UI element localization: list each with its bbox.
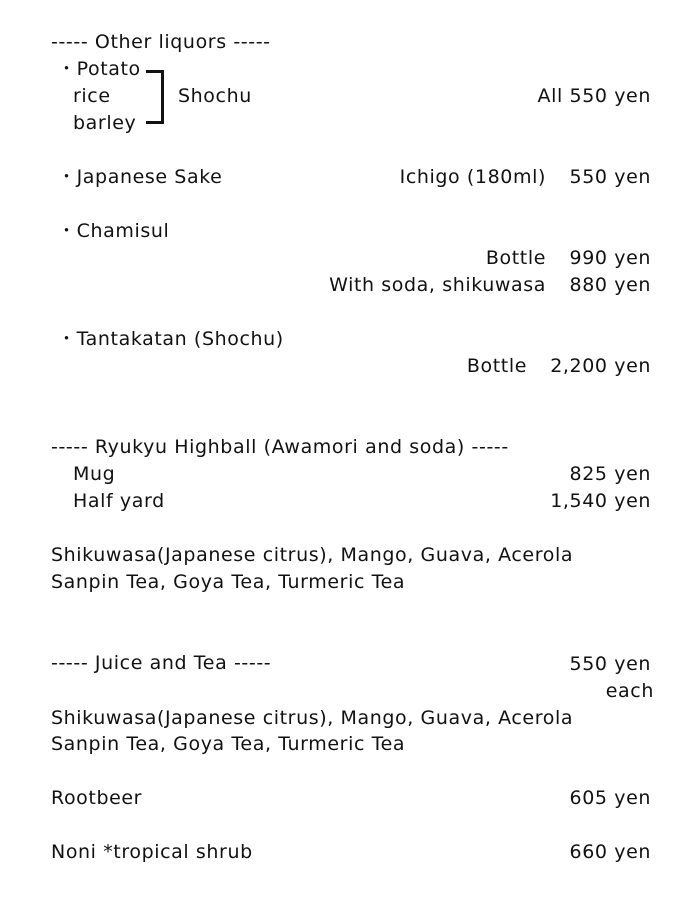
highball-halfyard-label: Half yard — [73, 490, 165, 512]
chamisul-bottle-label: Bottle — [485, 247, 546, 269]
highball-header: ----- Ryukyu Highball (Awamori and soda) ----- — [51, 436, 509, 458]
highball-mug-label: Mug — [73, 463, 116, 485]
highball-flavors-line1: Shikuwasa(Japanese citrus), Mango, Guava, Acerola — [51, 544, 574, 566]
tantakatan-bottle-label: Bottle — [466, 355, 527, 377]
highball-flavors-line2: Sanpin Tea, Goya Tea, Turmeric Tea — [51, 571, 406, 593]
rootbeer-label: Rootbeer — [51, 787, 143, 809]
sake-size: Ichigo (180ml) — [399, 166, 546, 188]
rootbeer-price: 605 yen — [569, 787, 651, 809]
juice-tea-header: ----- Juice and Tea ----- — [51, 652, 272, 674]
noni-label: Noni *tropical shrub — [51, 841, 253, 863]
tantakatan-bottle-price: 2,200 yen — [550, 355, 651, 377]
juice-tea-price: 550 yen — [569, 653, 651, 675]
shochu-price: All 550 yen — [537, 85, 651, 107]
other-liquors-header: ----- Other liquors ----- — [51, 31, 271, 53]
juice-tea-price-note: each — [605, 680, 654, 702]
noni-price: 660 yen — [569, 841, 651, 863]
shochu-item-rice: rice — [73, 85, 111, 107]
highball-mug-price: 825 yen — [569, 463, 651, 485]
highball-halfyard-price: 1,540 yen — [550, 490, 651, 512]
chamisul-soda-price: 880 yen — [569, 274, 651, 296]
shochu-name: Shochu — [178, 85, 252, 107]
juice-tea-flavors-line1: Shikuwasa(Japanese citrus), Mango, Guava, Acerola — [51, 707, 574, 729]
shochu-item-barley: barley — [73, 112, 137, 134]
tantakatan-name: ・Tantakatan (Shochu) — [57, 328, 284, 350]
sake-name: ・Japanese Sake — [57, 166, 223, 188]
juice-tea-flavors-line2: Sanpin Tea, Goya Tea, Turmeric Tea — [51, 733, 406, 755]
shochu-item-potato: ・Potato — [57, 58, 141, 80]
chamisul-bottle-price: 990 yen — [569, 247, 651, 269]
chamisul-name: ・Chamisul — [57, 220, 170, 242]
chamisul-soda-label: With soda, shikuwasa — [329, 274, 546, 296]
sake-price: 550 yen — [569, 166, 651, 188]
